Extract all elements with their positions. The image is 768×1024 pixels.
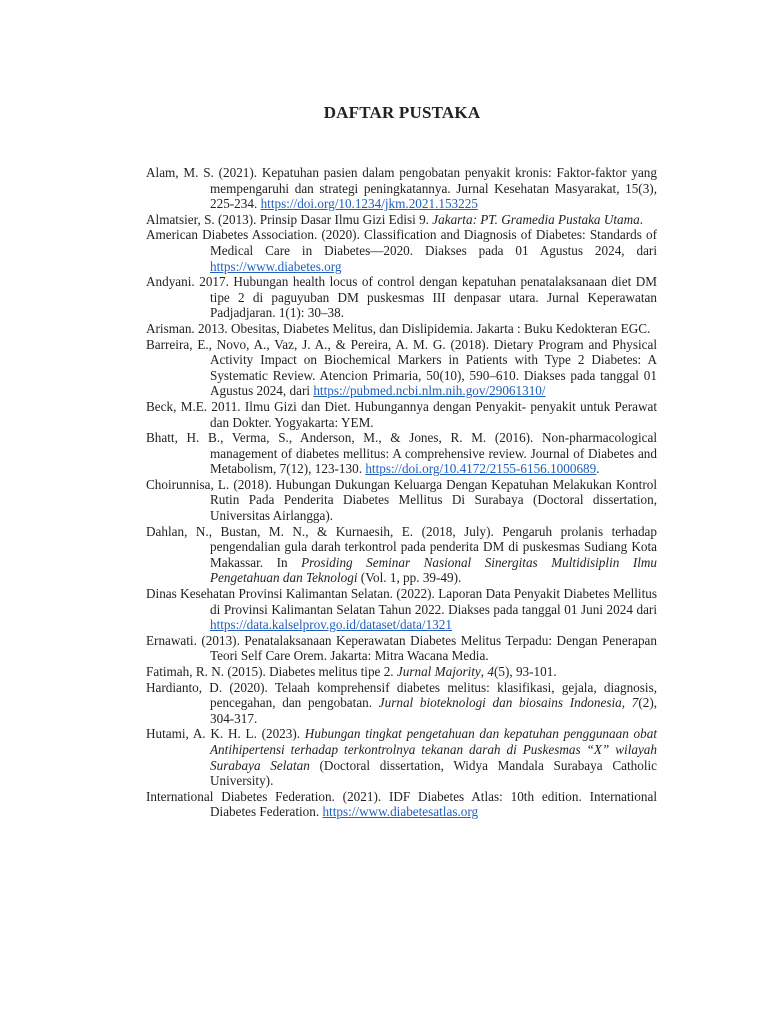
reference-entry	[146, 680, 657, 727]
reference-entry	[146, 430, 657, 477]
reference-entry	[146, 399, 657, 430]
reference-text: (2), 304-317.	[210, 695, 658, 726]
reference-entry	[146, 165, 657, 212]
reference-italic-text: Hubungan tingkat pengetahuan dan kepatuhan penggunaan obat Antihipertensi terhadap terkontrolnya tekanan darah di Puskesmas “X” wilayah Surabaya Selatan	[210, 726, 657, 773]
reference-link[interactable]: https://pubmed.ncbi.nlm.nih.gov/29061310/	[313, 383, 546, 399]
reference-entry	[146, 227, 657, 274]
reference-text: Barreira, E., Novo, A., Vaz, J. A., & Pereira, A. M. G. (2018). Dietary Program and Physical Activity Impact on Biochemical Markers in Patients with Type 2 Diabetes: A Systematic Review. Atencion Primaria, 50(10), 590–610. Diakses pada tanggal 01 Agustus 2024, dari	[146, 336, 657, 399]
reference-link[interactable]: https://doi.org/10.4172/2155-6156.1000689	[365, 461, 597, 477]
reference-text: Andyani. 2017. Hubungan health locus of control dengan kepatuhan penatalaksanaan diet DM tipe 2 di paguyuban DM puskesmas III denpasar utara. Jurnal Keperawatan Padjadjaran. 1(1): 30–38.	[146, 274, 657, 321]
reference-text: ,	[621, 695, 632, 711]
reference-entry	[146, 726, 657, 788]
reference-text: Choirunnisa, L. (2018). Hubungan Dukungan Keluarga Dengan Kepatuhan Melakukan Kontrol Rutin Pada Penderita Diabetes Mellitus Di Surabaya (Doctoral dissertation, Universitas Airlangga).	[146, 476, 657, 524]
reference-link[interactable]: https://www.diabetes.org	[210, 258, 342, 274]
reference-text: Almatsier, S. (2013). Prinsip Dasar Ilmu Gizi Edisi 9.	[146, 211, 433, 227]
reference-link[interactable]: https://www.diabetesatlas.org	[322, 804, 479, 820]
reference-italic-text: 4	[487, 664, 494, 679]
reference-text: (Vol. 1, pp. 39-49).	[357, 570, 462, 586]
reference-entry	[146, 633, 657, 664]
reference-text: Hutami, A. K. H. L. (2023).	[146, 726, 305, 742]
reference-text: (5), 93-101.	[493, 664, 557, 679]
reference-text: Bhatt, H. B., Verma, S., Anderson, M., & Jones, R. M. (2016). Non-pharmacological management of diabetes mellitus: A comprehensive review. Journal of Diabetes and Metabolism, 7(12), 123-130.	[146, 430, 657, 477]
reference-italic-text: Prosiding Seminar Nasional Sinergitas Multidisiplin Ilmu Pengetahuan dan Teknologi	[210, 554, 657, 586]
reference-entry	[146, 337, 657, 399]
reference-text: Dinas Kesehatan Provinsi Kalimantan Selatan. (2022). Laporan Data Penyakit Diabetes Mellitus di Provinsi Kalimantan Selatan Tahun 2022. Diakses pada tanggal 01 Juni 2024 dari	[146, 586, 657, 617]
reference-text: .	[596, 461, 600, 477]
reference-text: Ernawati. (2013). Penatalaksanaan Keperawatan Diabetes Melitus Terpadu: Dengan Penerapan Teori Self Care Orem. Jakarta: Mitra Wacana Media.	[146, 632, 657, 664]
reference-text: Arisman. 2013. Obesitas, Diabetes Melitus, dan Dislipidemia. Jakarta : Buku Kedokteran EGC.	[146, 320, 651, 336]
reference-text: .	[639, 211, 644, 227]
reference-text: Fatimah, R. N. (2015). Diabetes melitus tipe 2.	[146, 664, 397, 679]
page-title: DAFTAR PUSTAKA	[323, 103, 481, 122]
reference-text: American Diabetes Association. (2020). Classification and Diagnosis of Diabetes: Standards of Medical Care in Diabetes—2020. Diakses pada 01 Agustus 2024, dari	[146, 227, 657, 258]
reference-italic-text: Jurnal bioteknologi dan biosains Indonesia	[378, 695, 622, 711]
reference-entry	[146, 664, 657, 680]
reference-entry	[146, 477, 657, 524]
reference-entry	[146, 321, 657, 337]
reference-text: International Diabetes Federation. (2021). IDF Diabetes Atlas: 10th edition. International Diabetes Federation.	[146, 788, 657, 820]
reference-list	[146, 165, 657, 820]
reference-text: Alam, M. S. (2021). Kepatuhan pasien dalam pengobatan penyakit kronis: Faktor-faktor yang mempengaruhi dan strategi peningkatannya. Jurnal Kesehatan Masyarakat, 15(3), 225-234.	[146, 165, 657, 212]
reference-italic-text: Jakarta: PT. Gramedia Pustaka Utama	[432, 211, 640, 227]
reference-entry	[146, 586, 657, 633]
reference-text: (Doctoral dissertation, Widya Mandala Surabaya Catholic University).	[210, 757, 657, 789]
reference-text: Beck, M.E. 2011. Ilmu Gizi dan Diet. Hubungannya dengan Penyakit- penyakit untuk Perawat dan Dokter. Yogyakarta: YEM.	[146, 398, 657, 430]
reference-entry	[146, 212, 657, 228]
reference-link[interactable]: https://data.kalselprov.go.id/dataset/data/1321	[210, 617, 452, 633]
reference-text: Hardianto, D. (2020). Telaah komprehensif diabetes melitus: klasifikasi, gejala, diagnosis, pencegahan, dan pengobatan.	[146, 679, 657, 711]
reference-entry	[146, 789, 657, 820]
reference-entry	[146, 524, 657, 586]
reference-text: ,	[480, 664, 488, 679]
reference-text: Dahlan, N., Bustan, M. N., & Kurnaesih, E. (2018, July). Pengaruh prolanis terhadap pengendalian gula darah terkontrol pada penderita DM di puskesmas Sudiang Kota Makassar. In	[146, 523, 657, 570]
reference-link[interactable]: https://doi.org/10.1234/jkm.2021.153225	[260, 196, 478, 212]
reference-italic-text: 7	[631, 695, 639, 711]
reference-entry	[146, 274, 657, 321]
reference-italic-text: Jurnal Majority	[396, 664, 481, 679]
